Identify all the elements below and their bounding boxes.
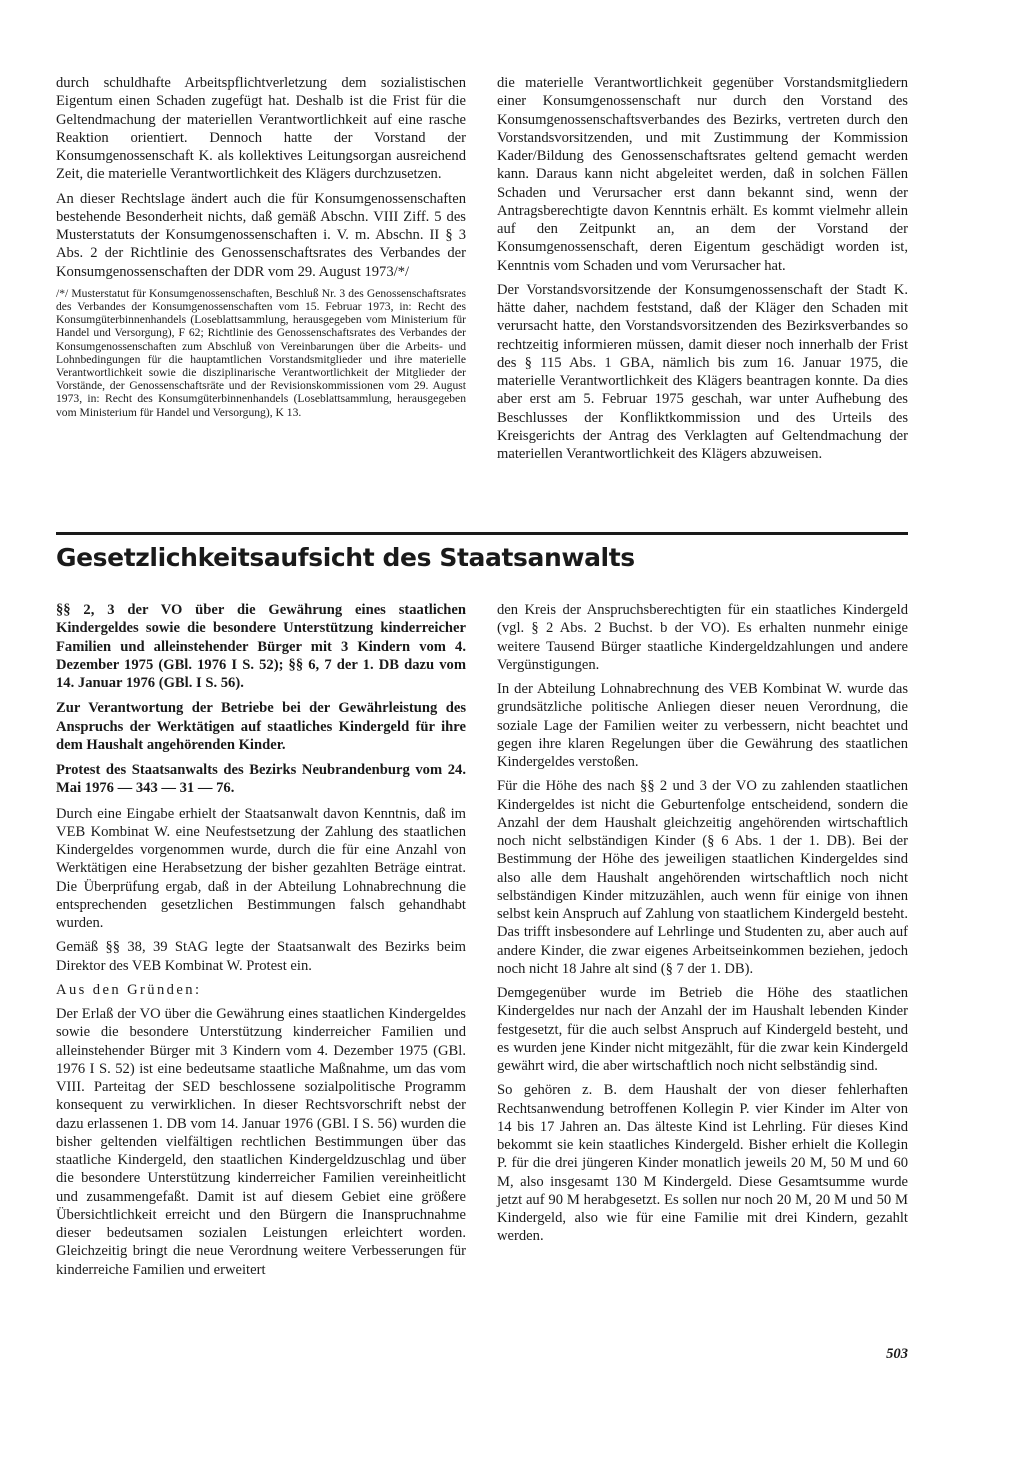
paragraph: die materielle Verantwortlichkeit gegenüber Vorstandsmitgliedern einer Konsumgenossenschaft nur durch den Vorstand des Konsumgenossenschaftsverbandes des Bezirks, vertreten durch den Vorstandsvorsitzenden, und mit Zustimmung der Kommission Kader/Bildung des Genossenschaftsrates geltend gemacht werden kann. Daraus kann nicht abgeleitet werden, daß in solchen Fällen Schaden und Verursacher erst dann bekannt sind, wenn der Antragsberechtigte davon Kenntnis erhält. Es kommt vielmehr allein auf den Zeitpunkt an, an dem der Vorstand der Konsumgenossenschaft, deren Eigentum geschädigt worden ist, Kenntnis vom Schaden und vom Verursacher hat. bbox=[497, 75, 908, 274]
bottom-right-column bbox=[497, 601, 908, 1252]
section-divider bbox=[56, 532, 908, 535]
paragraph: Der Erlaß der VO über die Gewährung eines staatlichen Kindergeldes sowie die besondere Unterstützung kinderreicher Familien und alleinstehender Bürger mit 3 Kindern vom 4. Dezember 1975 (GBl. 1976 I S. 52) ist eine bedeutsame staatliche Maßnahme, um das vom VIII. Parteitag der SED beschlossene sozialpolitische Programm konsequent zu verwirklichen. In dieser Rechtsvorschrift nebst der dazu erlassenen 1. DB vom 14. Januar 1976 (GBl. I S. 56) wurden die bisher geltenden vielfältigen rechtlichen Bestimmungen über das staatliche Kindergeld, den staatlichen Kindergeldzuschlag und über die besondere Unterstützung kinderreicher Familien vereinheitlicht und zusammengefaßt. Damit ist auf diesem Gebiet eine größere Übersichtlichkeit erreicht und den Bürgern die Inanspruchnahme dieser bedeutsamen sozialen Leistungen erleichtert worden. Gleichzeitig bringt die neue Verordnung weitere Verbesserungen für kinderreiche Familien und erweitert bbox=[56, 1006, 466, 1278]
paragraph: Durch eine Eingabe erhielt der Staatsanwalt davon Kenntnis, daß im VEB Kombinat W. eine Neufestsetzung der Zahlung des staatlichen Kindergeldes vorgenommen wurde, durch die für eine Anzahl von Werktätigen eine Herabsetzung der bisher gezahlten Beträge eintrat. Die Überprüfung ergab, daß in der Abteilung Lohnabrechnung die entsprechenden gesetzlichen Bestimmungen falsch gehandhabt wurden. bbox=[56, 805, 466, 931]
grounds-heading: Aus den Gründen: bbox=[56, 981, 202, 998]
case-headnote bbox=[56, 601, 466, 798]
paragraph: Gemäß §§ 38, 39 StAG legte der Staatsanwalt des Bezirks beim Direktor des VEB Kombinat W. Protest ein. bbox=[56, 939, 466, 974]
paragraph: In der Abteilung Lohnabrechnung des VEB Kombinat W. wurde das grundsätzliche politische Anliegen dieser neuen Verordnung, die soziale Lage der Familien weiter zu verbessern, nicht beachtet und gegen ihre klaren Regelungen über die Gewährung des staatlichen Kindergeldes verstoßen. bbox=[497, 681, 908, 770]
paragraph: Für die Höhe des nach §§ 2 und 3 der VO zu zahlenden staatlichen Kindergeldes ist nicht die Geburtenfolge entscheidend, sondern die Anzahl der dem Haushalt gleichzeitig angehörenden wirtschaftlich noch nicht selbständigen Kinder (§ 6 Abs. 1 der 1. DB). Bei der Bestimmung der Höhe des jeweiligen staatlichen Kindergeldes sind also alle dem Haushalt angehörenden wirtschaftlich noch nicht selbständigen Kinder mitzuzählen, auch wenn für einige von ihnen selbst kein Anspruch auf Zahlung von staatlichem Kindergeld besteht. Das trifft insbesondere auf Lehrlinge und Studenten zu, aber auch auf andere Kinder, die zwar eigenes Arbeitseinkommen beziehen, jedoch noch nicht 18 Jahre alt sind (§ 7 der 1. DB). bbox=[497, 778, 908, 977]
footnote: /*/ Musterstatut für Konsumgenossenschaften, Beschluß Nr. 3 des Genossenschaftsrates des Verbandes der Konsumgenossenschaften vom 15. Februar 1973, in: Recht des Konsumgüterbinnenhandels (Loseblattsammlung, herausgegeben vom Ministerium für Handel und Versorgung), F 62; Richtlinie des Genossenschaftsrates des Verbandes der Konsumgenossenschaften zum Abschluß von Vereinbarungen über die Arbeits- und Lohnbedingungen für die hauptamtlichen Vorstandsmitglieder und ihre materielle Verantwortlichkeit sowie die disziplinarische Verantwortlichkeit der Mitglieder der Vorstände, der Genossenschaftsräte und der Revisionskommissionen vom 29. August 1973, in: Recht des Konsumgüterbinnenhandels (Loseblattsammlung, herausgegeben vom Ministerium für Handel und Versorgung), K 13. bbox=[56, 286, 466, 419]
headnote-protest: Protest des Staatsanwalts des Bezirks Neubrandenburg vom 24. Mai 1976 — 343 — 31 — 76. bbox=[56, 762, 466, 797]
paragraph: durch schuldhafte Arbeitspflichtverletzung dem sozialistischen Eigentum einen Schaden zugefügt hat. Deshalb ist die Frist für die Geltendmachung der materiellen Verantwortlichkeit auf eine rasche Reaktion orientiert. Dennoch hatte der Vorstand der Konsumgenossenschaft K. als kollektives Leitungsorgan ausreichend Zeit, die materielle Verantwortlichkeit des Klägers durchzusetzen. bbox=[56, 75, 466, 183]
section-title: Gesetzlichkeitsaufsicht des Staatsanwalts bbox=[56, 543, 635, 572]
headnote-citation: §§ 2, 3 der VO über die Gewährung eines staatlichen Kindergeldes sowie die besondere Unterstützung kinderreicher Familien und alleinstehender Bürger mit 3 Kindern vom 4. Dezember 1975 (GBl. 1976 I S. 52); §§ 6, 7 der 1. DB dazu vom 14. Januar 1976 (GBl. I S. 56). bbox=[56, 602, 466, 691]
paragraph: Demgegenüber wurde im Betrieb die Höhe des staatlichen Kindergeldes nur nach der Anzahl der im Haushalt lebenden Kinder festgesetzt, für die auch selbst Anspruch auf Kindergeld besteht, und es wurden jene Kinder nicht mitgezählt, für die zwar kein Kindergeld gewährt wird, die aber wirtschaftlich noch nicht selbständig sind. bbox=[497, 985, 908, 1074]
top-left-column bbox=[56, 74, 466, 425]
bottom-left-column bbox=[56, 601, 466, 1285]
paragraph: So gehören z. B. dem Haushalt der von dieser fehlerhaften Rechtsanwendung betroffenen Kollegin P. vier Kinder im Alter von 14 bis 17 Jahren an. Das älteste Kind ist Lehrling. Für dieses Kind bekommt sie kein staatliches Kindergeld. Bisher erhielt die Kollegin P. für die drei jüngeren Kinder monatlich jeweils 20 M, 50 M und 60 M, also insgesamt 130 M Kindergeld. Diese Gesamtsumme wurde jetzt auf 90 M herabgesetzt. Es sollen nur noch 20 M, 20 M und 50 M Kindergeld, also wie für eine Familie mit drei Kindern, gezahlt werden. bbox=[497, 1082, 908, 1245]
paragraph: den Kreis der Anspruchsberechtigten für ein staatliches Kindergeld (vgl. § 2 Abs. 2 Buchst. b der VO). Es erhalten nunmehr einige weitere Tausend Bürger staatliche Kindergeldzahlungen und andere Vergünstigungen. bbox=[497, 602, 908, 673]
paragraph: Der Vorstandsvorsitzende der Konsumgenossenschaft der Stadt K. hätte daher, nachdem feststand, daß der Kläger den Schaden mit verursacht hatte, den Vorstandsvorsitzenden des Bezirksverbandes so rechtzeitig informieren müssen, damit dieser noch innerhalb der Frist des § 115 Abs. 1 GBA, nämlich bis zum 16. Januar 1975, die materielle Verantwortlichkeit des Klägers beantragen konnte. Da dies aber erst am 5. Februar 1975 geschah, war unter Aufhebung des Beschlusses der Konfliktkommission und des Urteils des Kreisgerichts der Antrag des Verklagten auf Geltendmachung der materiellen Verantwortlichkeit des Klägers abzuweisen. bbox=[497, 281, 908, 462]
page-number: 503 bbox=[886, 1346, 908, 1362]
top-right-column bbox=[497, 74, 908, 469]
headnote-subject: Zur Verantwortung der Betriebe bei der Gewährleistung des Anspruchs der Werktätigen auf staatliches Kindergeld für ihre dem Haushalt angehörenden Kinder. bbox=[56, 700, 466, 753]
paragraph: An dieser Rechtslage ändert auch die für Konsumgenossenschaften bestehende Besonderheit nichts, daß gemäß Abschn. VIII Ziff. 5 des Musterstatuts der Konsumgenossenschaften i. V. m. Abschn. II § 3 Abs. 2 der Richtlinie des Genossenschaftsrates des Verbandes der Konsumgenossenschaften der DDR vom 29. August 1973/*/ bbox=[56, 190, 466, 280]
